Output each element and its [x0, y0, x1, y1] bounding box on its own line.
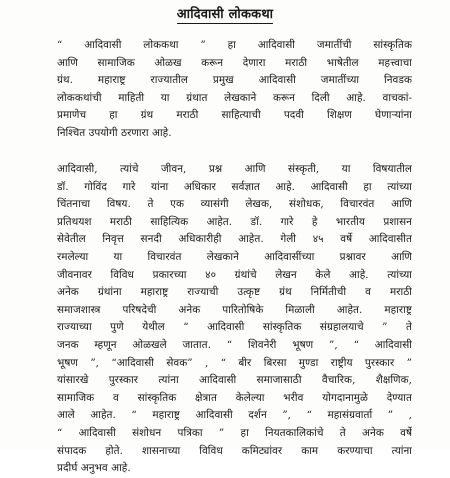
paragraph-line: यांसारखे पुरस्कार त्यांना आदिवासी समाजासाठी वैचारिक, शैक्षणिक, [57, 374, 412, 387]
title-container [0, 3, 450, 24]
paragraph-line: प्रतिथयश मराठी साहित्यिक आहेत. डॉ. गारे हे भारतीय प्रशासन [57, 215, 412, 228]
page-title: आदिवासी लोककथा [177, 4, 273, 24]
paragraph-line: लोककथांची माहिती या ग्रंथात लेखकाने करून दिली आहे. वाचकां- [57, 91, 412, 104]
paragraph-line: जीवनावर विविध प्रकारच्या ४० ग्रंथांचे लेखन केले आहे. त्यांच्या [57, 268, 412, 281]
paragraph-line: डॉ. गोविंद गारे यांना अधिकार सर्वज्ञात आहे. आदिवासी हा त्यांच्या [57, 180, 412, 193]
paragraph-line: आले आहेत. “ महाराष्ट्र आदिवासी दर्शन ”, “ महासंग्रवार्ता ” , [57, 409, 412, 422]
paragraph-line: ग्रंथ. महाराष्ट्र राज्यातील प्रमुख आदिवासी जमातींच्या निवडक [57, 74, 412, 87]
paragraph-line: सेवेतील निवृत्त सनदी अधिकारीही आहेत. गेली ४५ वर्षे आदिवासीत [57, 233, 412, 246]
paragraph-line: समाजशास्त्र परिषदेची अनेक पारितोषिके मिळाली आहेत. महाराष्ट्र [57, 303, 412, 316]
paragraph-line: “ आदिवासी संशोधन पत्रिका ” हा नियतकालिकांचे ते अनेक वर्षे [57, 426, 412, 439]
paragraph-line: जनक म्हणून ओळखले जातात. “ शिवनेरी भूषण ”, “ आदिवासी [57, 338, 412, 351]
paragraph-line: चिंतनाचा विषय. ते एक व्यासंगी लेखक, संशोधक, विचारवंत आणि [57, 198, 412, 211]
paragraph-line: प्रमाणेच हा ग्रंथ मराठी साहित्याची पदवी शिक्षण घेणाऱ्यांना [57, 109, 412, 122]
paragraph-line: निश्चित उपयोगी ठरणारा आहे. [57, 126, 172, 139]
paragraph-line: आणि सामाजिक ओळख करून देणारा मराठी भाषेतील महत्त्वाचा [57, 56, 412, 69]
paragraph-line: राज्याच्या पुणे येथील “ आदिवासी सांस्कृतिक संग्रहालयाचे ” ते [57, 321, 412, 334]
paragraph-line: रमलेल्या या विचारवंत लेखकाने आदिवासींच्या प्रश्नावर आणि [57, 250, 412, 263]
paragraph-line: सामाजिक व सांस्कृतिक क्षेत्रात केलेल्या भरीव योगदानामुळे देण्यात [57, 391, 412, 404]
paragraph-line: “ आदिवासी लोककथा ” हा आदिवासी जमातींची सांस्कृतिक [57, 39, 412, 51]
paragraph-1 [57, 37, 412, 143]
paragraph-line: प्रदीर्घ अनुभव आहे. [57, 462, 131, 475]
paragraph-line: अनेक ग्रंथांना महाराष्ट्र राज्याची उत्कृष्ट ग्रंथ निर्मितीची व मराठी [57, 286, 412, 299]
paragraph-line: संपादक होते. शासनाच्या विविध कमिट्यांवर काम करण्याचा त्यांना [57, 444, 412, 457]
paragraph-line: भूषण ”, “आदिवासी सेवक” , “ बीर बिरसा मुण्डा राष्ट्रीय पुरस्कार ” [57, 356, 412, 369]
paragraph-2 [57, 161, 412, 478]
paragraph-line: आदिवासी, त्यांचे जीवन, प्रश्न आणि संस्कृती, या विषयातील [57, 163, 412, 175]
